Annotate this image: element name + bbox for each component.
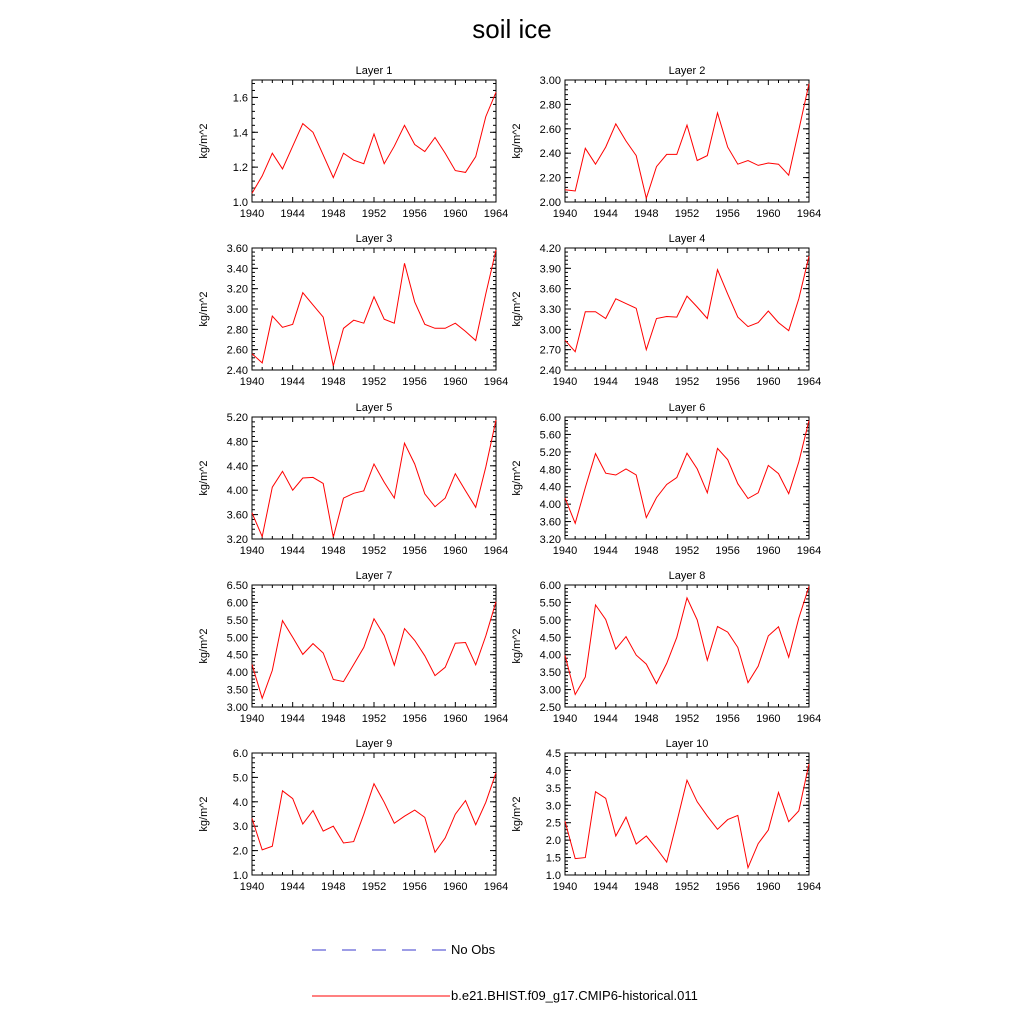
x-tick-label: 1952 — [361, 545, 387, 557]
x-tick-label: 1960 — [756, 208, 781, 220]
y-tick-label: 6.50 — [226, 580, 248, 592]
x-tick-label: 1952 — [674, 545, 700, 557]
x-tick-label: 1948 — [634, 208, 659, 220]
x-tick-label: 1964 — [796, 208, 822, 220]
x-tick-label: 1956 — [715, 881, 740, 893]
y-tick-label: 3.00 — [539, 324, 561, 337]
y-tick-label: 1.0 — [545, 870, 561, 882]
y-axis-label: kg/m^2 — [511, 796, 523, 832]
y-tick-label: 4.80 — [539, 464, 561, 477]
x-tick-label: 1960 — [756, 545, 781, 557]
y-tick-label: 6.00 — [539, 412, 561, 424]
x-tick-label: 1948 — [634, 545, 659, 557]
y-tick-label: 4.5 — [545, 748, 561, 760]
x-tick-label: 1952 — [674, 208, 700, 220]
panel-title: Layer 3 — [355, 233, 393, 245]
panel-title: Layer 7 — [355, 570, 393, 582]
y-axis-label: kg/m^2 — [198, 123, 210, 159]
y-tick-label: 2.20 — [539, 172, 561, 185]
y-axis-label: kg/m^2 — [198, 291, 210, 327]
y-axis-label: kg/m^2 — [198, 628, 210, 664]
x-tick-label: 1956 — [402, 713, 427, 725]
y-tick-label: 2.0 — [545, 835, 561, 848]
y-tick-label: 4.50 — [226, 649, 248, 662]
y-axis-label: kg/m^2 — [198, 796, 210, 832]
y-tick-label: 5.00 — [539, 614, 561, 627]
x-tick-label: 1960 — [443, 545, 468, 557]
x-tick-label: 1952 — [674, 376, 700, 388]
panel-title: Layer 5 — [355, 402, 393, 414]
y-axis-label: kg/m^2 — [511, 628, 523, 664]
y-tick-label: 2.60 — [539, 123, 561, 136]
y-tick-label: 3.5 — [545, 782, 561, 795]
x-tick-label: 1956 — [402, 881, 427, 893]
x-tick-label: 1948 — [321, 376, 346, 388]
x-tick-label: 1960 — [443, 376, 468, 388]
y-axis-label: kg/m^2 — [198, 460, 210, 496]
y-tick-label: 1.5 — [545, 852, 561, 865]
x-tick-label: 1960 — [443, 713, 468, 725]
x-tick-label: 1964 — [796, 881, 822, 893]
y-tick-label: 5.50 — [539, 597, 561, 610]
x-tick-label: 1964 — [483, 376, 509, 388]
panel-title: Layer 2 — [668, 65, 706, 77]
y-tick-label: 5.20 — [226, 412, 248, 424]
y-tick-label: 3.20 — [226, 283, 248, 296]
panel-title: Layer 10 — [665, 738, 709, 750]
y-tick-label: 6.0 — [232, 748, 248, 760]
x-tick-label: 1960 — [443, 881, 468, 893]
x-tick-label: 1964 — [483, 208, 509, 220]
y-tick-label: 3.90 — [539, 263, 561, 276]
legend-label-model: b.e21.BHIST.f09_g17.CMIP6-historical.011 — [451, 988, 698, 1003]
y-tick-label: 4.50 — [539, 632, 561, 645]
y-tick-label: 4.00 — [226, 667, 248, 680]
y-tick-label: 3.0 — [232, 821, 248, 834]
x-tick-label: 1948 — [634, 713, 659, 725]
y-tick-label: 3.50 — [226, 684, 248, 697]
x-tick-label: 1948 — [321, 545, 346, 557]
y-tick-label: 4.0 — [545, 765, 561, 778]
y-tick-label: 4.0 — [232, 796, 248, 809]
y-axis-label: kg/m^2 — [511, 460, 523, 496]
y-tick-label: 1.6 — [232, 92, 248, 105]
x-tick-label: 1948 — [321, 713, 346, 725]
y-axis-label: kg/m^2 — [511, 291, 523, 327]
x-tick-label: 1960 — [756, 713, 781, 725]
y-tick-label: 2.60 — [226, 344, 248, 357]
x-tick-label: 1944 — [593, 376, 618, 388]
y-tick-label: 3.60 — [539, 516, 561, 529]
y-tick-label: 2.80 — [539, 99, 561, 112]
x-tick-label: 1952 — [674, 881, 700, 893]
x-tick-label: 1952 — [361, 208, 387, 220]
x-tick-label: 1940 — [239, 713, 265, 725]
x-tick-label: 1956 — [715, 713, 740, 725]
panel-title: Layer 8 — [668, 570, 706, 582]
y-tick-label: 1.0 — [232, 197, 248, 209]
x-tick-label: 1956 — [715, 545, 740, 557]
y-tick-label: 3.00 — [226, 304, 248, 316]
x-tick-label: 1940 — [552, 881, 578, 893]
y-tick-label: 3.60 — [226, 243, 248, 255]
x-tick-label: 1964 — [796, 713, 822, 725]
y-tick-label: 1.0 — [232, 870, 248, 882]
y-tick-label: 5.50 — [226, 614, 248, 627]
y-tick-label: 6.00 — [539, 580, 561, 592]
x-tick-label: 1940 — [552, 545, 578, 557]
x-tick-label: 1960 — [443, 208, 468, 220]
x-tick-label: 1956 — [402, 545, 427, 557]
x-tick-label: 1964 — [796, 376, 822, 388]
x-tick-label: 1944 — [280, 881, 305, 893]
x-tick-label: 1960 — [756, 376, 781, 388]
x-tick-label: 1952 — [361, 881, 387, 893]
x-tick-label: 1940 — [552, 713, 578, 725]
x-tick-label: 1944 — [593, 208, 618, 220]
x-tick-label: 1940 — [239, 208, 265, 220]
x-tick-label: 1940 — [552, 376, 578, 388]
x-tick-label: 1964 — [483, 713, 509, 725]
y-tick-label: 3.60 — [226, 509, 248, 522]
x-tick-label: 1964 — [796, 545, 822, 557]
y-tick-label: 4.40 — [226, 460, 248, 473]
y-tick-label: 6.00 — [226, 597, 248, 610]
x-tick-label: 1940 — [239, 545, 265, 557]
y-tick-label: 3.20 — [226, 534, 248, 546]
y-axis-label: kg/m^2 — [511, 123, 523, 159]
y-tick-label: 5.00 — [226, 632, 248, 645]
x-tick-label: 1956 — [715, 208, 740, 220]
y-tick-label: 3.60 — [539, 283, 561, 296]
y-tick-label: 3.00 — [226, 702, 248, 714]
y-tick-label: 5.60 — [539, 429, 561, 442]
x-tick-label: 1952 — [361, 713, 387, 725]
y-tick-label: 4.80 — [226, 436, 248, 449]
x-tick-label: 1956 — [402, 208, 427, 220]
x-tick-label: 1948 — [321, 881, 346, 893]
y-tick-label: 4.00 — [539, 499, 561, 512]
y-tick-label: 3.00 — [539, 684, 561, 697]
x-tick-label: 1964 — [483, 881, 509, 893]
y-tick-label: 1.4 — [232, 127, 248, 140]
y-tick-label: 2.70 — [539, 344, 561, 357]
x-tick-label: 1940 — [239, 881, 265, 893]
x-tick-label: 1952 — [361, 376, 387, 388]
y-tick-label: 4.00 — [226, 485, 248, 498]
panel-title: Layer 9 — [355, 738, 393, 750]
y-tick-label: 3.00 — [539, 75, 561, 87]
x-tick-label: 1960 — [756, 881, 781, 893]
y-tick-label: 2.80 — [226, 324, 248, 337]
y-tick-label: 2.5 — [545, 817, 561, 830]
x-tick-label: 1956 — [715, 376, 740, 388]
y-tick-label: 5.20 — [539, 446, 561, 459]
y-tick-label: 2.40 — [539, 148, 561, 161]
x-tick-label: 1944 — [593, 713, 618, 725]
x-tick-label: 1964 — [483, 545, 509, 557]
figure-title: soil ice — [472, 14, 552, 44]
y-tick-label: 1.2 — [232, 162, 248, 175]
x-tick-label: 1940 — [239, 376, 265, 388]
x-tick-label: 1944 — [280, 376, 305, 388]
x-tick-label: 1956 — [402, 376, 427, 388]
x-tick-label: 1944 — [280, 545, 305, 557]
y-tick-label: 4.20 — [539, 243, 561, 255]
x-tick-label: 1944 — [593, 545, 618, 557]
x-tick-label: 1944 — [280, 713, 305, 725]
legend-label-no-obs: No Obs — [451, 942, 496, 957]
y-tick-label: 2.50 — [539, 702, 561, 714]
y-tick-label: 3.50 — [539, 667, 561, 680]
y-tick-label: 3.0 — [545, 800, 561, 813]
y-tick-label: 4.40 — [539, 481, 561, 494]
x-tick-label: 1944 — [280, 208, 305, 220]
panel-title: Layer 6 — [668, 402, 706, 414]
y-tick-label: 2.00 — [539, 197, 561, 209]
panel-title: Layer 4 — [668, 233, 706, 245]
panel-title: Layer 1 — [355, 65, 393, 77]
y-tick-label: 2.40 — [226, 365, 248, 377]
x-tick-label: 1952 — [674, 713, 700, 725]
y-tick-label: 2.40 — [539, 365, 561, 377]
x-tick-label: 1948 — [634, 881, 659, 893]
x-tick-label: 1940 — [552, 208, 578, 220]
y-tick-label: 4.00 — [539, 649, 561, 662]
y-tick-label: 5.0 — [232, 772, 248, 785]
x-tick-label: 1948 — [634, 376, 659, 388]
y-tick-label: 2.0 — [232, 845, 248, 858]
y-tick-label: 3.40 — [226, 263, 248, 276]
y-tick-label: 3.30 — [539, 304, 561, 316]
x-tick-label: 1944 — [593, 881, 618, 893]
x-tick-label: 1948 — [321, 208, 346, 220]
y-tick-label: 3.20 — [539, 534, 561, 546]
